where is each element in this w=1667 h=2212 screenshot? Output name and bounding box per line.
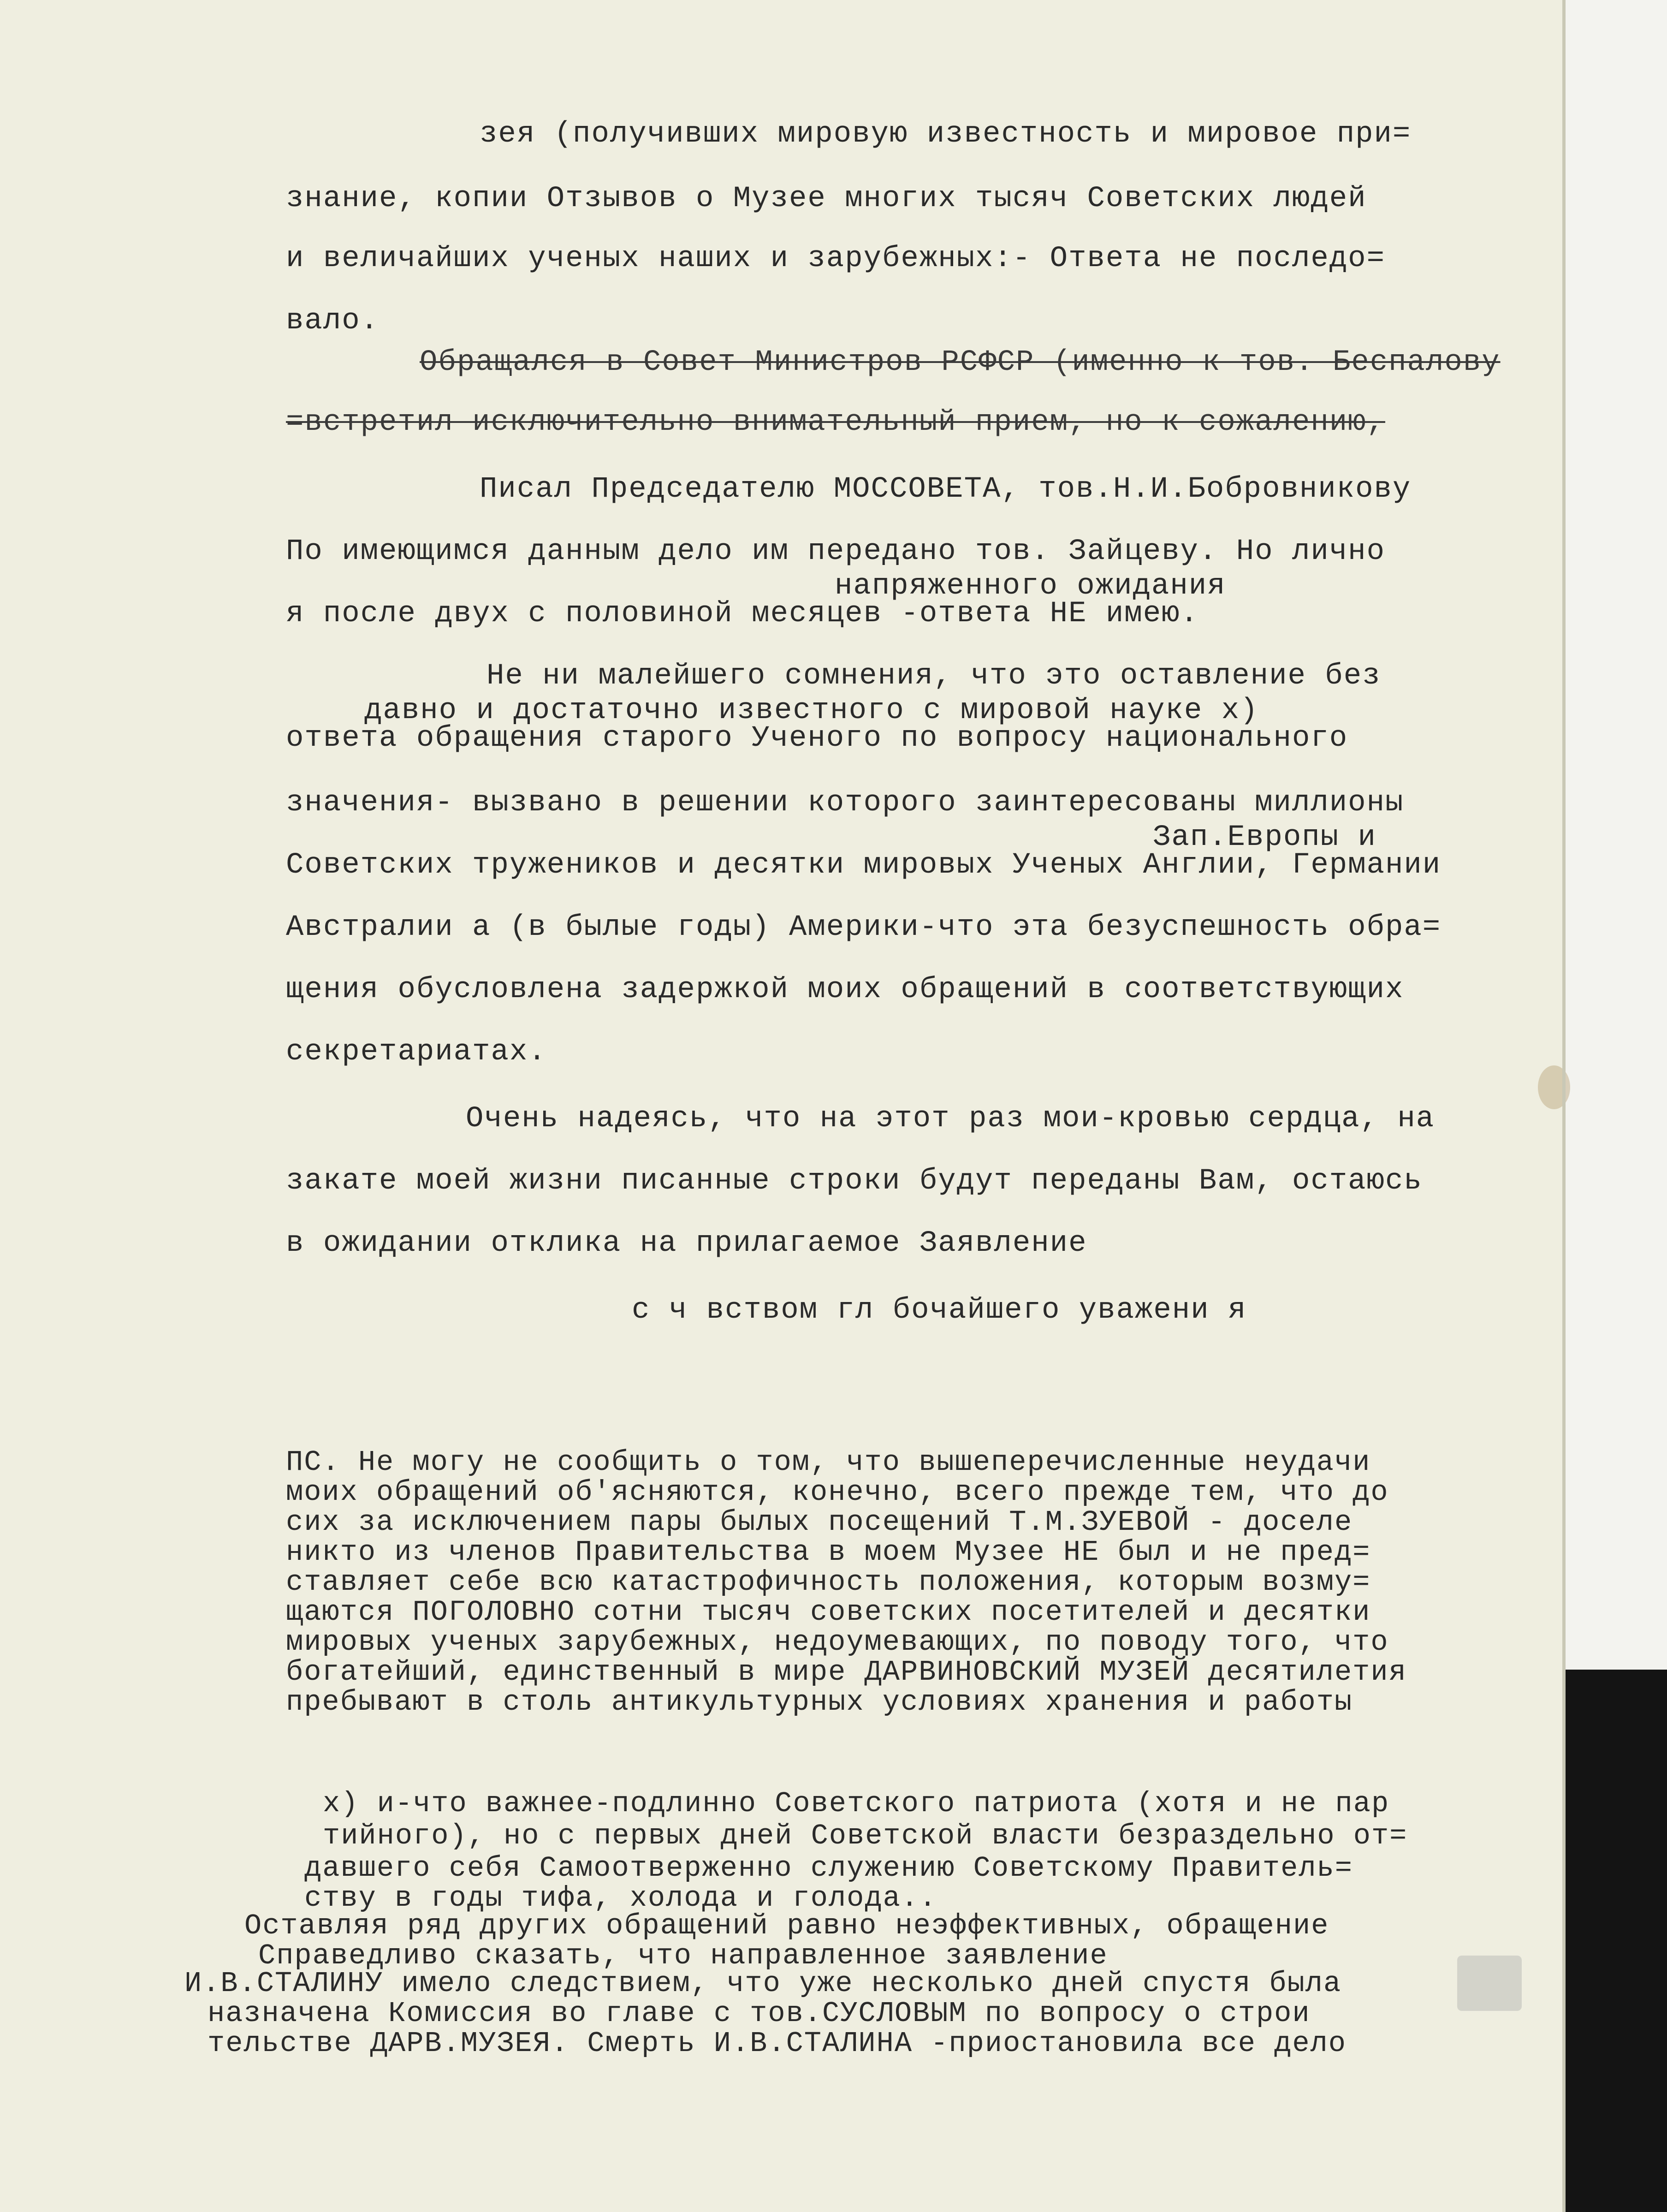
ps-line: никто из членов Правительства в моем Музее НЕ был и не пред= [286,1536,1371,1569]
footnote-line: И.В.СТАЛИНУ имело следствием, что уже несколько дней спустя была [184,1967,1342,2000]
body-line: Писал Председателю МОССОВЕТА, тов.Н.И.Бобровникову [480,473,1412,506]
closing-line: с ч вством гл бочайшего уважени я [632,1294,1247,1327]
paper-edge [1562,0,1566,2212]
body-line: Австралии а (в былые годы) Америки-что эта безуспешность обра= [286,911,1442,944]
body-line: закате моей жизни писанные строки будут переданы Вам, остаюсь [286,1165,1423,1198]
inserted-text: напряженного ожидания [835,570,1226,603]
body-line: ответа обращения старого Ученого по вопросу национального [286,722,1348,755]
body-line: щения обусловлена задержкой моих обращений в соответствующих [286,973,1404,1006]
body-line: секретариатах. [286,1035,547,1069]
body-line: зея (получивших мировую известность и мировое при= [480,118,1412,151]
inserted-text: Зап.Европы и [1153,821,1376,854]
body-line: я после двух с половиной месяцев -ответа НЕ имею. [286,597,1199,630]
footnote-line: х) и-что важнее-подлинно Советского патриота (хотя и не пар [323,1787,1390,1820]
body-line: знание, копии Отзывов о Музее многих тысяч Советских людей [286,182,1367,215]
body-line: Очень надеясь, что на этот раз мои-кровью сердца, на [466,1102,1435,1136]
body-line: в ожидании отклика на прилагаемое Заявление [286,1227,1087,1260]
struck-line: Обращался в Совет Министров РСФСР (именно к тов. Беспалову [420,346,1501,379]
ps-line: щаются ПОГОЛОВНО сотни тысяч советских посетителей и десятки [286,1596,1371,1629]
ps-line: пребывают в столь антикультурных условиях хранения и работы [286,1686,1353,1718]
body-line: По имеющимся данным дело им передано тов. Зайцеву. Но лично [286,535,1385,568]
footnote-line: ству в годы тифа, холода и голода.. [304,1882,937,1915]
body-line: Не ни малейшего сомнения, что это оставление без [486,660,1381,693]
ps-line: ПС. Не могу не сообщить о том, что вышеперечисленные неудачи [286,1446,1371,1479]
body-line: значения- вызвано в решении которого заинтересованы миллионы [286,786,1404,820]
footnote-line: тельстве ДАРВ.МУЗЕЯ. Смерть И.В.СТАЛИНА -приостановила все дело [208,2027,1347,2060]
ps-line: мировых ученых зарубежных, недоумевающих, по поводу того, что [286,1626,1389,1659]
body-line: вало. [286,304,380,338]
footnote-line: Справедливо сказать, что направленное заявление [258,1939,1108,1972]
stamp-smudge [1457,1956,1522,2011]
ps-line: богатейший, единственный в мире ДАРВИНОВСКИЙ МУЗЕЙ десятилетия [286,1656,1407,1689]
footnote-line: давшего себя Самоотверженно служению Советскому Правитель= [304,1852,1353,1885]
inserted-text: давно и достаточно известного с мировой науке х) [364,694,1259,727]
struck-line: =встретил исключительно внимательный прием, но к сожалению, [286,406,1385,439]
body-line: и величайших ученых наших и зарубежных:- Ответа не последо= [286,242,1385,275]
ps-line: сих за исключением пары былых посещений Т.М.ЗУЕВОЙ - доселе [286,1506,1353,1539]
ps-line: моих обращений об'ясняются, конечно, всего прежде тем, что до [286,1476,1389,1509]
footnote-line: Оставляя ряд других обращений равно неэффективных, обращение [244,1909,1329,1942]
ps-line: ставляет себе всю катастрофичность положения, которым возму= [286,1566,1371,1599]
footnote-line: тийного), но с первых дней Советской власти безраздельно от= [323,1820,1408,1852]
body-line: Советских тружеников и десятки мировых Ученых Англии, Германии [286,849,1442,882]
footnote-line: назначена Комиссия во главе с тов.СУСЛОВЫМ по вопросу о строи [208,1997,1311,2030]
